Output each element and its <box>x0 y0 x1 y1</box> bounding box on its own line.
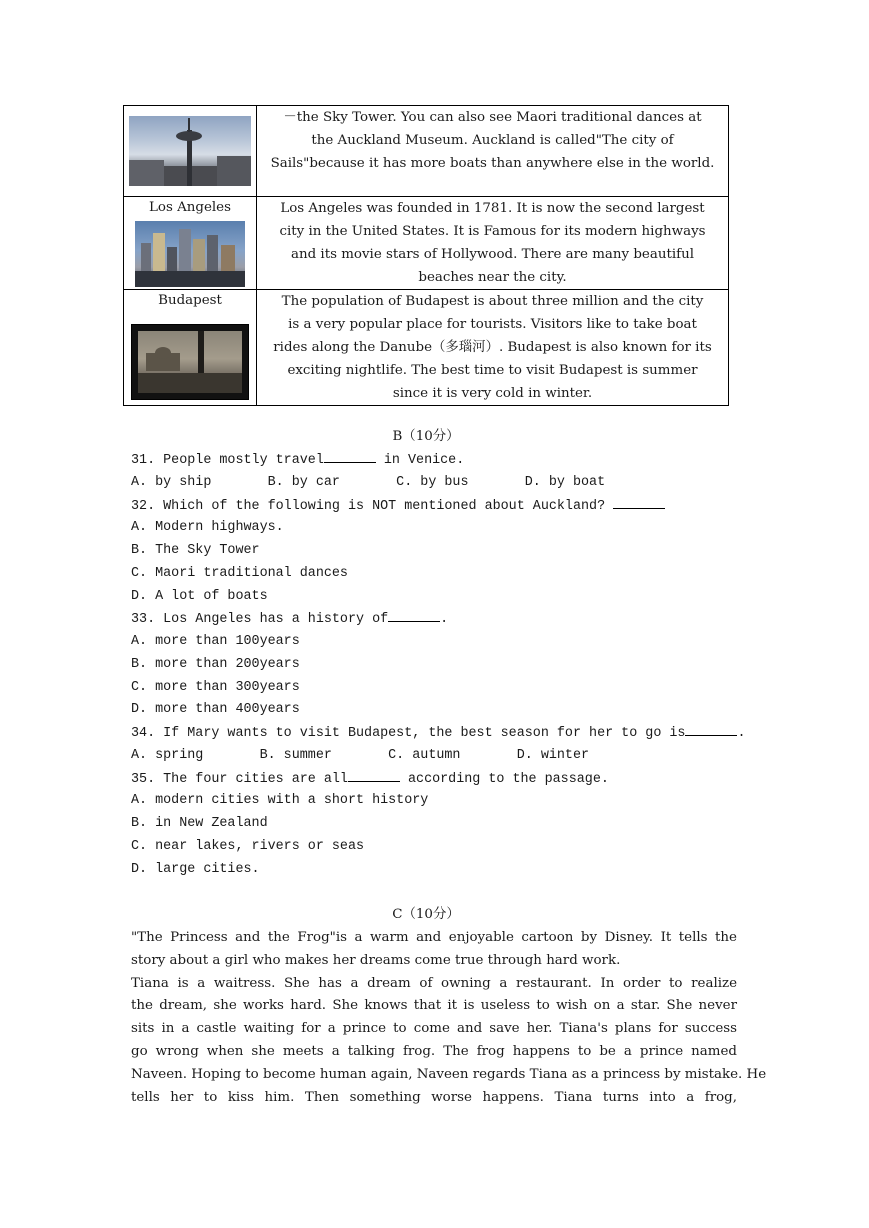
question-31 <box>131 450 464 471</box>
option-c: C. more than 300years <box>131 680 300 695</box>
passage-line: story about a girl who makes her dreams come true through hard work. <box>131 952 621 968</box>
option-a: A. Modern highways. <box>131 520 284 535</box>
question-33 <box>131 609 448 630</box>
section-c-heading: C（10分） <box>392 907 460 922</box>
budapest-illustration <box>138 331 242 393</box>
description-line: rides along the Danube（多瑙河）. Budapest is also known for its <box>273 340 712 355</box>
description-line: the Auckland Museum. Auckland is called"The city of <box>311 133 674 148</box>
passage-line: tells her to kiss him. Then something worse happens. Tiana turns into a frog, <box>131 1089 737 1105</box>
city-description-cell <box>257 106 729 197</box>
option-b: B. more than 200years <box>131 657 300 672</box>
option-a: A. more than 100years <box>131 634 300 649</box>
passage-line: Tiana is a waitress. She has a dream of owning a restaurant. In order to realize <box>131 975 737 991</box>
section-b-heading: B（10分） <box>392 429 460 444</box>
passage-line: Naveen. Hoping to become human again, Naveen regards Tiana as a princess by mistake. He <box>131 1066 767 1082</box>
question-text: 33. Los Angeles has a history of <box>131 612 389 627</box>
description-line: Los Angeles was founded in 1781. It is now the second largest <box>280 201 705 216</box>
city-description-cell <box>257 197 729 290</box>
option-d: D. more than 400years <box>131 702 300 717</box>
description-line: exciting nightlife. The best time to visit Budapest is summer <box>287 363 698 378</box>
description-line: beaches near the city. <box>418 270 567 285</box>
passage-line: sits in a castle waiting for a prince to come and save her. Tiana's plans for success <box>131 1021 737 1037</box>
city-name: Los Angeles <box>149 200 231 215</box>
description-line: The population of Budapest is about three million and the city <box>281 294 704 309</box>
option-d: D. large cities. <box>131 862 260 877</box>
option-c: C. near lakes, rivers or seas <box>131 839 365 854</box>
passage-line: "The Princess and the Frog"is a warm and enjoyable cartoon by Disney. It tells the <box>131 930 737 945</box>
question-text: 31. People mostly travel <box>131 453 324 468</box>
table-row <box>124 290 729 406</box>
city-info-table <box>123 105 729 406</box>
table-row <box>124 106 729 197</box>
los-angeles-skyline-photo <box>135 221 245 287</box>
description-line: Sails"because it has more boats than anywhere else in the world. <box>270 156 715 171</box>
description-line: is a very popular place for tourists. Visitors like to take boat <box>288 317 697 332</box>
option-c: C. Maori traditional dances <box>131 566 348 581</box>
option-b: B. The Sky Tower <box>131 543 260 558</box>
question-35 <box>131 769 609 790</box>
description-line: city in the United States. It is Famous for its modern highways <box>279 224 706 239</box>
budapest-photo-scene <box>138 331 242 393</box>
city-cell <box>124 197 257 290</box>
auckland-sky-tower-photo <box>129 116 251 186</box>
passage-line: go wrong when she meets a talking frog. The frog happens to be a prince named <box>131 1043 737 1059</box>
question-text: 35. The four cities are all <box>131 772 348 787</box>
description-line: and its movie stars of Hollywood. There are many beautiful <box>291 247 694 262</box>
question-text-tail: in Venice. <box>375 453 465 468</box>
question-34 <box>131 723 746 744</box>
description-line: since it is very cold in winter. <box>392 386 593 401</box>
sky-tower-illustration <box>129 116 251 186</box>
answer-blank[interactable] <box>348 769 400 782</box>
passage-c <box>131 927 767 1109</box>
city-name: Budapest <box>158 293 222 308</box>
option-b: B. in New Zealand <box>131 816 268 831</box>
answer-blank[interactable] <box>388 609 440 622</box>
la-skyline-illustration <box>135 221 245 287</box>
city-cell <box>124 290 257 406</box>
budapest-danube-photo <box>131 324 249 400</box>
description-line: －the Sky Tower. You can also see Maori traditional dances at <box>283 110 702 125</box>
question-text: 34. If Mary wants to visit Budapest, the best season for her to go is <box>131 726 686 741</box>
question-32 <box>131 496 665 517</box>
option-d: D. A lot of boats <box>131 589 268 604</box>
city-cell <box>124 106 257 197</box>
question-text-tail: according to the passage. <box>399 772 609 787</box>
city-description-cell <box>257 290 729 406</box>
question-text-tail: . <box>737 726 746 741</box>
question-34-options: A. spring B. summer C. autumn D. winter <box>131 748 590 763</box>
answer-blank[interactable] <box>324 450 376 463</box>
question-31-options: A. by ship B. by car C. by bus D. by boat <box>131 475 606 490</box>
option-a: A. modern cities with a short history <box>131 793 429 808</box>
passage-line: the dream, she works hard. She knows that it is useless to wish on a star. She never <box>131 998 737 1014</box>
answer-blank[interactable] <box>685 723 737 736</box>
question-text: 32. Which of the following is NOT mentioned about Auckland? <box>131 499 614 514</box>
table-row <box>124 197 729 290</box>
question-text-tail: . <box>440 612 449 627</box>
answer-blank[interactable] <box>613 496 665 509</box>
